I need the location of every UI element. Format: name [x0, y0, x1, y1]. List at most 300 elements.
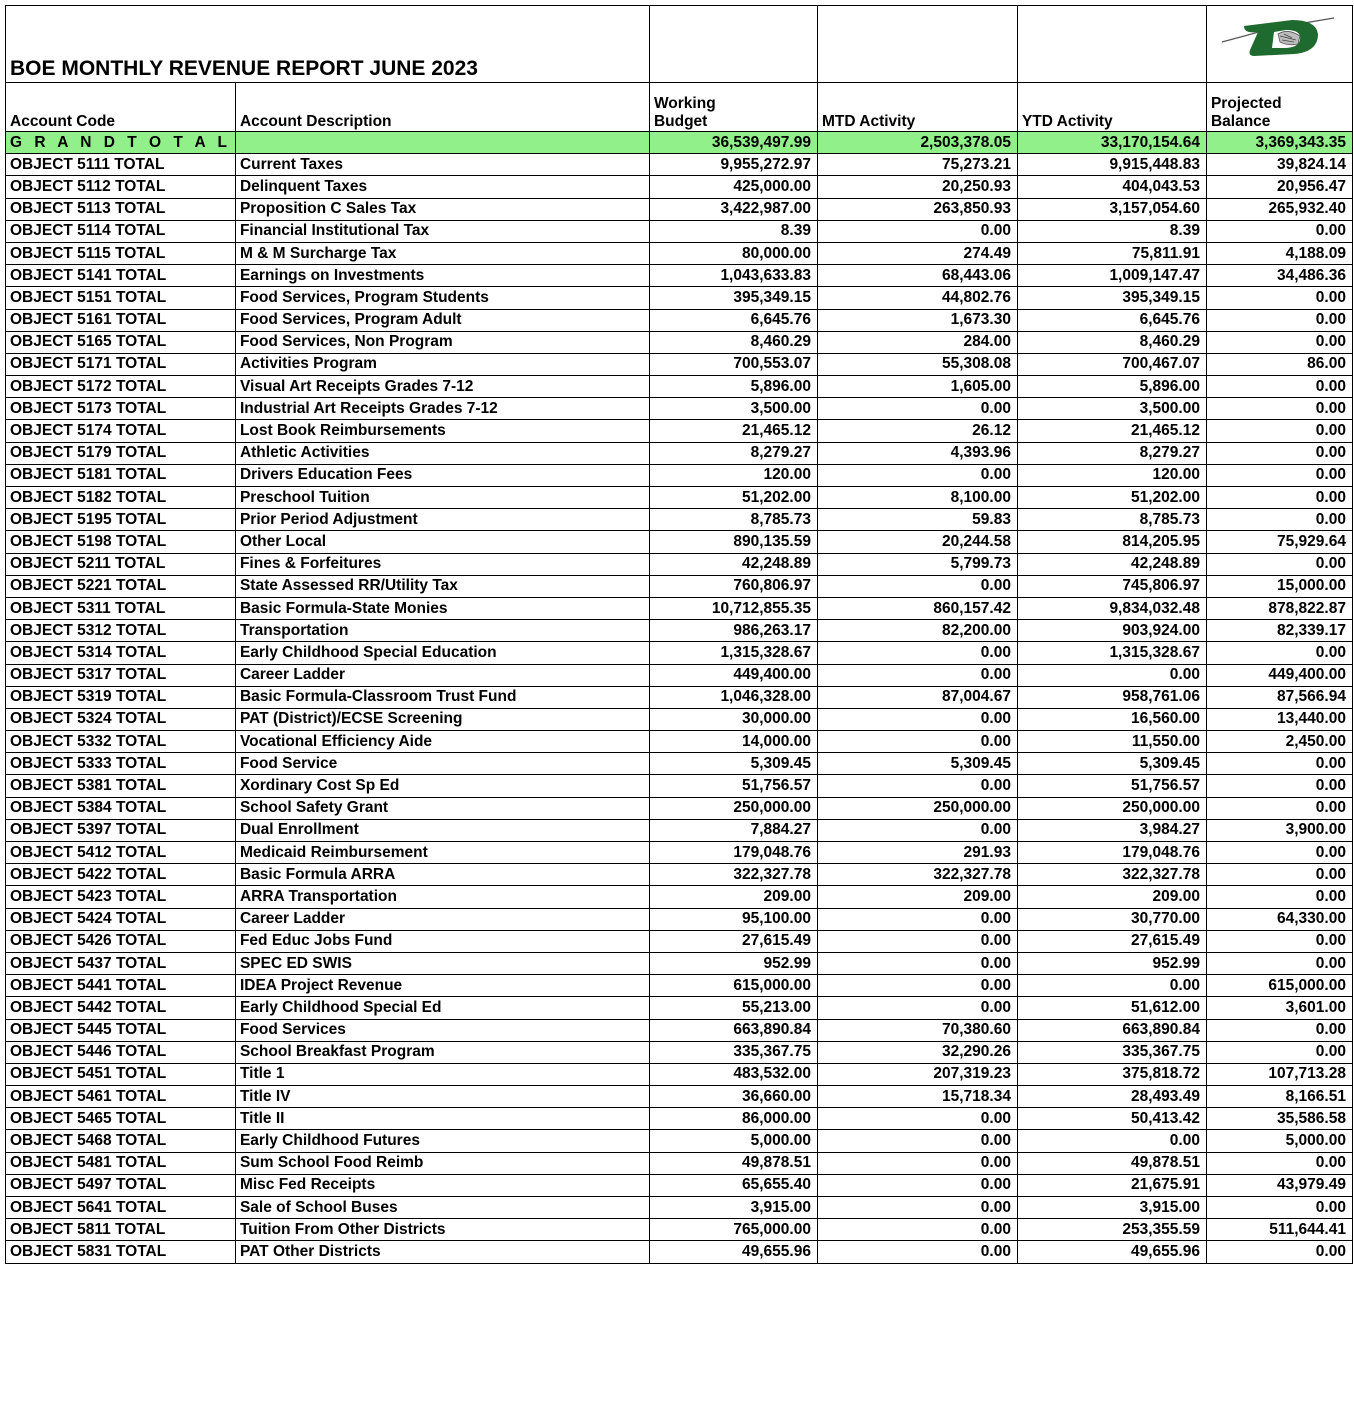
cell-account-code: OBJECT 5113 TOTAL	[6, 198, 236, 220]
cell-working-budget: 765,000.00	[649, 1219, 817, 1241]
header-working-budget	[649, 83, 817, 132]
cell-projected-balance: 15,000.00	[1206, 575, 1352, 597]
cell-ytd-activity: 952.99	[1017, 952, 1206, 974]
cell-working-budget: 51,756.57	[649, 775, 817, 797]
cell-account-description: Preschool Tuition	[235, 487, 649, 509]
cell-mtd-activity: 207,319.23	[817, 1063, 1017, 1085]
header-ytd-activity: YTD Activity	[1017, 83, 1206, 132]
table-row	[6, 309, 1353, 331]
cell-working-budget: 8,460.29	[649, 331, 817, 353]
cell-projected-balance: 265,932.40	[1206, 198, 1352, 220]
cell-projected-balance: 2,450.00	[1206, 731, 1352, 753]
table-row	[6, 842, 1353, 864]
cell-account-code: OBJECT 5332 TOTAL	[6, 731, 236, 753]
cell-account-code: OBJECT 5451 TOTAL	[6, 1063, 236, 1085]
cell-account-description: PAT (District)/ECSE Screening	[235, 708, 649, 730]
cell-ytd-activity: 8,785.73	[1017, 509, 1206, 531]
table-row	[6, 775, 1353, 797]
cell-ytd-activity: 335,367.75	[1017, 1041, 1206, 1063]
cell-account-code: OBJECT 5111 TOTAL	[6, 154, 236, 176]
cell-mtd-activity: 20,244.58	[817, 531, 1017, 553]
cell-ytd-activity: 179,048.76	[1017, 842, 1206, 864]
table-row	[6, 997, 1353, 1019]
cell-projected-balance: 0.00	[1206, 886, 1352, 908]
table-row	[6, 376, 1353, 398]
cell-ytd-activity: 814,205.95	[1017, 531, 1206, 553]
header-working-budget-line1: Working	[653, 95, 716, 112]
cell-account-description: Vocational Efficiency Aide	[235, 731, 649, 753]
cell-projected-balance: 0.00	[1206, 220, 1352, 242]
cell-projected-balance: 8,166.51	[1206, 1086, 1352, 1108]
cell-account-code: OBJECT 5426 TOTAL	[6, 930, 236, 952]
cell-mtd-activity: 0.00	[817, 952, 1017, 974]
cell-account-code: OBJECT 5211 TOTAL	[6, 553, 236, 575]
cell-mtd-activity: 0.00	[817, 398, 1017, 420]
cell-ytd-activity: 250,000.00	[1017, 797, 1206, 819]
cell-projected-balance: 0.00	[1206, 464, 1352, 486]
table-row	[6, 442, 1353, 464]
cell-projected-balance: 0.00	[1206, 420, 1352, 442]
cell-account-code: OBJECT 5221 TOTAL	[6, 575, 236, 597]
cell-working-budget: 42,248.89	[649, 553, 817, 575]
cell-account-description: State Assessed RR/Utility Tax	[235, 575, 649, 597]
cell-account-code: OBJECT 5384 TOTAL	[6, 797, 236, 819]
cell-projected-balance: 0.00	[1206, 1019, 1352, 1041]
cell-working-budget: 425,000.00	[649, 176, 817, 198]
cell-mtd-activity: 0.00	[817, 908, 1017, 930]
cell-ytd-activity: 903,924.00	[1017, 620, 1206, 642]
cell-account-code: OBJECT 5317 TOTAL	[6, 664, 236, 686]
school-district-logo-icon	[1214, 12, 1344, 62]
cell-projected-balance: 0.00	[1206, 952, 1352, 974]
cell-ytd-activity: 28,493.49	[1017, 1086, 1206, 1108]
cell-working-budget: 8,785.73	[649, 509, 817, 531]
cell-mtd-activity: 274.49	[817, 242, 1017, 264]
table-row	[6, 420, 1353, 442]
cell-account-code: OBJECT 5446 TOTAL	[6, 1041, 236, 1063]
cell-projected-balance: 0.00	[1206, 487, 1352, 509]
table-row	[6, 620, 1353, 642]
cell-mtd-activity: 0.00	[817, 464, 1017, 486]
cell-projected-balance: 0.00	[1206, 398, 1352, 420]
cell-account-code: OBJECT 5319 TOTAL	[6, 686, 236, 708]
cell-working-budget: 449,400.00	[649, 664, 817, 686]
cell-account-description: Sum School Food Reimb	[235, 1152, 649, 1174]
cell-mtd-activity: 8,100.00	[817, 487, 1017, 509]
cell-account-description: Proposition C Sales Tax	[235, 198, 649, 220]
cell-projected-balance: 0.00	[1206, 553, 1352, 575]
cell-ytd-activity: 5,896.00	[1017, 376, 1206, 398]
cell-mtd-activity: 44,802.76	[817, 287, 1017, 309]
cell-projected-balance: 35,586.58	[1206, 1108, 1352, 1130]
table-row	[6, 1063, 1353, 1085]
cell-account-code: OBJECT 5161 TOTAL	[6, 309, 236, 331]
cell-ytd-activity: 1,009,147.47	[1017, 265, 1206, 287]
header-projected-line2: Balance	[1210, 113, 1271, 130]
blank-cell	[649, 6, 817, 83]
cell-account-code: OBJECT 5381 TOTAL	[6, 775, 236, 797]
cell-account-description: Activities Program	[235, 353, 649, 375]
table-row	[6, 398, 1353, 420]
cell-projected-balance: 0.00	[1206, 376, 1352, 398]
cell-ytd-activity: 3,984.27	[1017, 819, 1206, 841]
cell-ytd-activity: 49,655.96	[1017, 1241, 1206, 1263]
cell-account-description: Career Ladder	[235, 664, 649, 686]
header-projected-line1: Projected	[1210, 95, 1282, 112]
cell-account-description: ARRA Transportation	[235, 886, 649, 908]
cell-mtd-activity: 59.83	[817, 509, 1017, 531]
cell-ytd-activity: 42,248.89	[1017, 553, 1206, 575]
cell-projected-balance: 82,339.17	[1206, 620, 1352, 642]
cell-account-description: Industrial Art Receipts Grades 7-12	[235, 398, 649, 420]
cell-projected-balance: 0.00	[1206, 842, 1352, 864]
cell-mtd-activity: 1,673.30	[817, 309, 1017, 331]
cell-account-description: Fines & Forfeitures	[235, 553, 649, 575]
table-row	[6, 176, 1353, 198]
cell-account-description: PAT Other Districts	[235, 1241, 649, 1263]
cell-mtd-activity: 0.00	[817, 731, 1017, 753]
cell-projected-balance: 0.00	[1206, 797, 1352, 819]
cell-projected-balance: 0.00	[1206, 930, 1352, 952]
table-row	[6, 575, 1353, 597]
cell-account-description: IDEA Project Revenue	[235, 975, 649, 997]
cell-mtd-activity: 0.00	[817, 819, 1017, 841]
cell-ytd-activity: 253,355.59	[1017, 1219, 1206, 1241]
cell-working-budget: 1,043,633.83	[649, 265, 817, 287]
grand-total-label: G R A N D T O T A L	[6, 132, 236, 154]
cell-account-description: Earnings on Investments	[235, 265, 649, 287]
cell-projected-balance: 449,400.00	[1206, 664, 1352, 686]
cell-ytd-activity: 3,500.00	[1017, 398, 1206, 420]
table-row	[6, 708, 1353, 730]
cell-mtd-activity: 0.00	[817, 1130, 1017, 1152]
cell-mtd-activity: 0.00	[817, 775, 1017, 797]
cell-account-description: SPEC ED SWIS	[235, 952, 649, 974]
table-row	[6, 353, 1353, 375]
cell-working-budget: 55,213.00	[649, 997, 817, 1019]
cell-mtd-activity: 70,380.60	[817, 1019, 1017, 1041]
cell-projected-balance: 5,000.00	[1206, 1130, 1352, 1152]
cell-mtd-activity: 0.00	[817, 975, 1017, 997]
table-row	[6, 487, 1353, 509]
cell-account-code: OBJECT 5468 TOTAL	[6, 1130, 236, 1152]
cell-account-code: OBJECT 5195 TOTAL	[6, 509, 236, 531]
cell-account-description: Basic Formula-Classroom Trust Fund	[235, 686, 649, 708]
cell-working-budget: 5,000.00	[649, 1130, 817, 1152]
table-row	[6, 886, 1353, 908]
cell-mtd-activity: 5,309.45	[817, 753, 1017, 775]
cell-working-budget: 7,884.27	[649, 819, 817, 841]
cell-projected-balance: 0.00	[1206, 442, 1352, 464]
cell-projected-balance: 13,440.00	[1206, 708, 1352, 730]
cell-account-description: Medicaid Reimbursement	[235, 842, 649, 864]
cell-account-description: School Breakfast Program	[235, 1041, 649, 1063]
header-projected-balance	[1206, 83, 1352, 132]
cell-ytd-activity: 209.00	[1017, 886, 1206, 908]
table-row	[6, 198, 1353, 220]
cell-working-budget: 9,955,272.97	[649, 154, 817, 176]
cell-mtd-activity: 68,443.06	[817, 265, 1017, 287]
table-row	[6, 753, 1353, 775]
cell-ytd-activity: 322,327.78	[1017, 864, 1206, 886]
table-row	[6, 265, 1353, 287]
cell-mtd-activity: 0.00	[817, 220, 1017, 242]
cell-ytd-activity: 0.00	[1017, 664, 1206, 686]
table-row	[6, 975, 1353, 997]
cell-account-code: OBJECT 5461 TOTAL	[6, 1086, 236, 1108]
cell-projected-balance: 39,824.14	[1206, 154, 1352, 176]
cell-mtd-activity: 209.00	[817, 886, 1017, 908]
table-row	[6, 1219, 1353, 1241]
cell-projected-balance: 34,486.36	[1206, 265, 1352, 287]
table-row	[6, 908, 1353, 930]
cell-account-code: OBJECT 5314 TOTAL	[6, 642, 236, 664]
cell-account-description: Lost Book Reimbursements	[235, 420, 649, 442]
cell-projected-balance: 20,956.47	[1206, 176, 1352, 198]
table-row	[6, 664, 1353, 686]
cell-working-budget: 986,263.17	[649, 620, 817, 642]
cell-mtd-activity: 0.00	[817, 1152, 1017, 1174]
cell-mtd-activity: 26.12	[817, 420, 1017, 442]
cell-account-code: OBJECT 5441 TOTAL	[6, 975, 236, 997]
cell-working-budget: 322,327.78	[649, 864, 817, 886]
cell-projected-balance: 0.00	[1206, 1152, 1352, 1174]
cell-account-description: Tuition From Other Districts	[235, 1219, 649, 1241]
cell-ytd-activity: 8.39	[1017, 220, 1206, 242]
cell-projected-balance: 0.00	[1206, 642, 1352, 664]
cell-mtd-activity: 0.00	[817, 642, 1017, 664]
table-row	[6, 597, 1353, 619]
cell-account-code: OBJECT 5173 TOTAL	[6, 398, 236, 420]
cell-ytd-activity: 958,761.06	[1017, 686, 1206, 708]
cell-account-code: OBJECT 5333 TOTAL	[6, 753, 236, 775]
cell-ytd-activity: 663,890.84	[1017, 1019, 1206, 1041]
cell-account-code: OBJECT 5198 TOTAL	[6, 531, 236, 553]
cell-ytd-activity: 75,811.91	[1017, 242, 1206, 264]
cell-account-code: OBJECT 5423 TOTAL	[6, 886, 236, 908]
cell-account-code: OBJECT 5465 TOTAL	[6, 1108, 236, 1130]
cell-ytd-activity: 5,309.45	[1017, 753, 1206, 775]
cell-account-code: OBJECT 5114 TOTAL	[6, 220, 236, 242]
cell-working-budget: 86,000.00	[649, 1108, 817, 1130]
cell-account-description: M & M Surcharge Tax	[235, 242, 649, 264]
cell-account-code: OBJECT 5811 TOTAL	[6, 1219, 236, 1241]
cell-account-description: Title 1	[235, 1063, 649, 1085]
cell-projected-balance: 0.00	[1206, 309, 1352, 331]
cell-working-budget: 1,046,328.00	[649, 686, 817, 708]
cell-account-code: OBJECT 5324 TOTAL	[6, 708, 236, 730]
cell-account-code: OBJECT 5412 TOTAL	[6, 842, 236, 864]
cell-projected-balance: 75,929.64	[1206, 531, 1352, 553]
cell-account-code: OBJECT 5151 TOTAL	[6, 287, 236, 309]
cell-working-budget: 14,000.00	[649, 731, 817, 753]
blank-cell	[817, 6, 1017, 83]
table-row	[6, 952, 1353, 974]
cell-working-budget: 49,878.51	[649, 1152, 817, 1174]
cell-mtd-activity: 0.00	[817, 1219, 1017, 1241]
cell-ytd-activity: 11,550.00	[1017, 731, 1206, 753]
table-row	[6, 797, 1353, 819]
table-row	[6, 331, 1353, 353]
cell-projected-balance: 878,822.87	[1206, 597, 1352, 619]
header-account-description: Account Description	[235, 83, 649, 132]
cell-ytd-activity: 49,878.51	[1017, 1152, 1206, 1174]
table-row	[6, 864, 1353, 886]
cell-projected-balance: 87,566.94	[1206, 686, 1352, 708]
cell-account-code: OBJECT 5181 TOTAL	[6, 464, 236, 486]
cell-working-budget: 51,202.00	[649, 487, 817, 509]
cell-working-budget: 10,712,855.35	[649, 597, 817, 619]
cell-working-budget: 65,655.40	[649, 1174, 817, 1196]
cell-account-code: OBJECT 5112 TOTAL	[6, 176, 236, 198]
cell-account-code: OBJECT 5171 TOTAL	[6, 353, 236, 375]
cell-account-description: Food Services, Non Program	[235, 331, 649, 353]
table-row	[6, 509, 1353, 531]
revenue-report-table	[5, 5, 1353, 1264]
table-row	[6, 686, 1353, 708]
table-row	[6, 1019, 1353, 1041]
cell-account-description: Early Childhood Special Ed	[235, 997, 649, 1019]
cell-account-code: OBJECT 5182 TOTAL	[6, 487, 236, 509]
cell-account-description: Food Services	[235, 1019, 649, 1041]
cell-ytd-activity: 3,157,054.60	[1017, 198, 1206, 220]
cell-projected-balance: 615,000.00	[1206, 975, 1352, 997]
cell-mtd-activity: 250,000.00	[817, 797, 1017, 819]
cell-mtd-activity: 322,327.78	[817, 864, 1017, 886]
cell-mtd-activity: 284.00	[817, 331, 1017, 353]
cell-account-code: OBJECT 5311 TOTAL	[6, 597, 236, 619]
cell-account-description: Misc Fed Receipts	[235, 1174, 649, 1196]
cell-account-description: Basic Formula ARRA	[235, 864, 649, 886]
grand-total-projected: 3,369,343.35	[1206, 132, 1352, 154]
cell-ytd-activity: 6,645.76	[1017, 309, 1206, 331]
cell-working-budget: 952.99	[649, 952, 817, 974]
cell-working-budget: 36,660.00	[649, 1086, 817, 1108]
cell-mtd-activity: 75,273.21	[817, 154, 1017, 176]
cell-account-code: OBJECT 5831 TOTAL	[6, 1241, 236, 1263]
cell-projected-balance: 3,601.00	[1206, 997, 1352, 1019]
cell-working-budget: 5,309.45	[649, 753, 817, 775]
cell-ytd-activity: 8,460.29	[1017, 331, 1206, 353]
cell-mtd-activity: 0.00	[817, 1197, 1017, 1219]
cell-ytd-activity: 51,202.00	[1017, 487, 1206, 509]
cell-projected-balance: 0.00	[1206, 1197, 1352, 1219]
cell-ytd-activity: 51,756.57	[1017, 775, 1206, 797]
cell-working-budget: 30,000.00	[649, 708, 817, 730]
cell-mtd-activity: 0.00	[817, 930, 1017, 952]
cell-account-description: Sale of School Buses	[235, 1197, 649, 1219]
cell-account-description: Drivers Education Fees	[235, 464, 649, 486]
cell-account-code: OBJECT 5424 TOTAL	[6, 908, 236, 930]
cell-mtd-activity: 0.00	[817, 1241, 1017, 1263]
grand-total-budget: 36,539,497.99	[649, 132, 817, 154]
cell-account-description: Early Childhood Special Education	[235, 642, 649, 664]
title-row	[6, 6, 1353, 83]
grand-total-ytd: 33,170,154.64	[1017, 132, 1206, 154]
cell-mtd-activity: 82,200.00	[817, 620, 1017, 642]
table-row	[6, 1152, 1353, 1174]
cell-account-description: Delinquent Taxes	[235, 176, 649, 198]
cell-ytd-activity: 51,612.00	[1017, 997, 1206, 1019]
cell-account-code: OBJECT 5497 TOTAL	[6, 1174, 236, 1196]
cell-ytd-activity: 50,413.42	[1017, 1108, 1206, 1130]
cell-account-description: Career Ladder	[235, 908, 649, 930]
cell-account-description: Athletic Activities	[235, 442, 649, 464]
cell-projected-balance: 511,644.41	[1206, 1219, 1352, 1241]
cell-ytd-activity: 395,349.15	[1017, 287, 1206, 309]
cell-working-budget: 8,279.27	[649, 442, 817, 464]
cell-ytd-activity: 9,915,448.83	[1017, 154, 1206, 176]
cell-account-code: OBJECT 5165 TOTAL	[6, 331, 236, 353]
cell-account-description: Fed Educ Jobs Fund	[235, 930, 649, 952]
cell-ytd-activity: 21,675.91	[1017, 1174, 1206, 1196]
table-row	[6, 220, 1353, 242]
cell-account-code: OBJECT 5481 TOTAL	[6, 1152, 236, 1174]
cell-mtd-activity: 1,605.00	[817, 376, 1017, 398]
cell-mtd-activity: 0.00	[817, 575, 1017, 597]
cell-ytd-activity: 0.00	[1017, 1130, 1206, 1152]
table-row	[6, 1197, 1353, 1219]
table-row	[6, 1130, 1353, 1152]
table-row	[6, 553, 1353, 575]
cell-mtd-activity: 0.00	[817, 664, 1017, 686]
cell-projected-balance: 0.00	[1206, 509, 1352, 531]
cell-projected-balance: 64,330.00	[1206, 908, 1352, 930]
table-row	[6, 1086, 1353, 1108]
cell-account-code: OBJECT 5115 TOTAL	[6, 242, 236, 264]
cell-working-budget: 890,135.59	[649, 531, 817, 553]
cell-account-description: Food Services, Program Adult	[235, 309, 649, 331]
table-row	[6, 287, 1353, 309]
cell-account-code: OBJECT 5174 TOTAL	[6, 420, 236, 442]
table-row	[6, 1108, 1353, 1130]
cell-account-description: Current Taxes	[235, 154, 649, 176]
cell-mtd-activity: 15,718.34	[817, 1086, 1017, 1108]
cell-working-budget: 6,645.76	[649, 309, 817, 331]
cell-working-budget: 760,806.97	[649, 575, 817, 597]
cell-account-description: Food Services, Program Students	[235, 287, 649, 309]
cell-account-code: OBJECT 5312 TOTAL	[6, 620, 236, 642]
table-row	[6, 642, 1353, 664]
cell-working-budget: 663,890.84	[649, 1019, 817, 1041]
cell-mtd-activity: 4,393.96	[817, 442, 1017, 464]
cell-account-description: Basic Formula-State Monies	[235, 597, 649, 619]
cell-mtd-activity: 0.00	[817, 997, 1017, 1019]
cell-ytd-activity: 27,615.49	[1017, 930, 1206, 952]
cell-working-budget: 615,000.00	[649, 975, 817, 997]
cell-ytd-activity: 1,315,328.67	[1017, 642, 1206, 664]
cell-mtd-activity: 0.00	[817, 1174, 1017, 1196]
cell-account-code: OBJECT 5437 TOTAL	[6, 952, 236, 974]
cell-projected-balance: 3,900.00	[1206, 819, 1352, 841]
cell-ytd-activity: 21,465.12	[1017, 420, 1206, 442]
cell-account-code: OBJECT 5172 TOTAL	[6, 376, 236, 398]
cell-working-budget: 80,000.00	[649, 242, 817, 264]
cell-ytd-activity: 404,043.53	[1017, 176, 1206, 198]
header-row	[6, 83, 1353, 132]
table-row	[6, 731, 1353, 753]
table-row	[6, 1041, 1353, 1063]
cell-projected-balance: 0.00	[1206, 287, 1352, 309]
cell-working-budget: 27,615.49	[649, 930, 817, 952]
cell-working-budget: 395,349.15	[649, 287, 817, 309]
cell-account-description: Food Service	[235, 753, 649, 775]
report-title: BOE MONTHLY REVENUE REPORT JUNE 2023	[6, 6, 650, 83]
cell-ytd-activity: 8,279.27	[1017, 442, 1206, 464]
cell-account-code: OBJECT 5422 TOTAL	[6, 864, 236, 886]
cell-projected-balance: 0.00	[1206, 331, 1352, 353]
cell-account-description: Xordinary Cost Sp Ed	[235, 775, 649, 797]
